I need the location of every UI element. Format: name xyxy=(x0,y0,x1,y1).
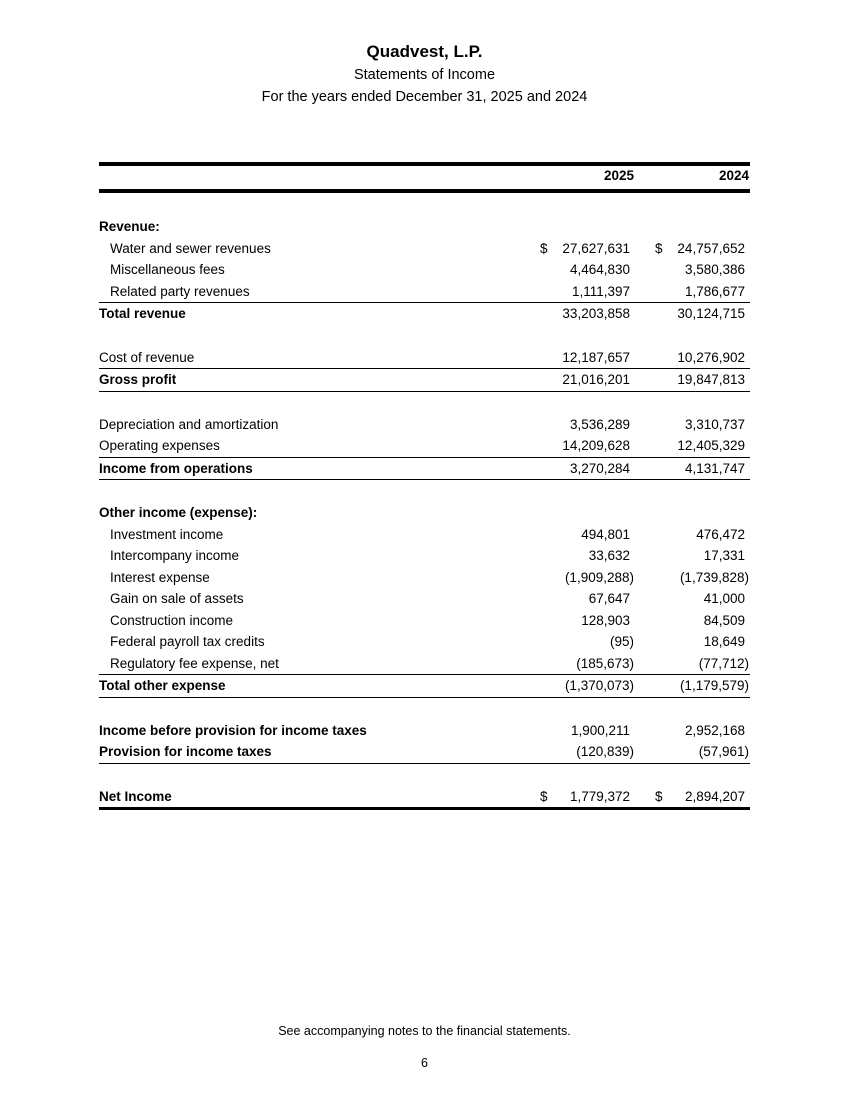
total-revenue-row xyxy=(99,303,750,325)
row-label: Intercompany income xyxy=(110,548,240,563)
value-2024: 476,472 xyxy=(696,526,745,542)
row-label: Provision for income taxes xyxy=(99,744,272,759)
row-label: Income from operations xyxy=(99,460,253,476)
value-2024: 24,757,652 xyxy=(677,240,745,256)
table-row xyxy=(99,588,750,610)
column-header-2025: 2025 xyxy=(603,168,634,183)
income-statement-table xyxy=(99,162,750,810)
row-label: Gross profit xyxy=(99,372,177,387)
revenue-heading: Revenue: xyxy=(99,219,160,234)
value-2025: 494,801 xyxy=(581,526,630,542)
currency-symbol: $ xyxy=(540,240,548,256)
row-label: Cost of revenue xyxy=(99,349,195,365)
gross-profit-row xyxy=(99,369,750,392)
row-label: Operating expenses xyxy=(99,438,220,453)
currency-symbol: $ xyxy=(655,240,663,256)
value-2024: 10,276,902 xyxy=(677,349,745,365)
row-label: Gain on sale of assets xyxy=(110,591,244,606)
value-2024: (1,739,828) xyxy=(679,569,749,585)
currency-symbol: $ xyxy=(540,788,548,804)
table-row xyxy=(99,524,750,546)
value-2025: 128,903 xyxy=(581,612,630,628)
value-2024: 3,580,386 xyxy=(684,262,745,277)
value-2024: (77,712) xyxy=(698,655,749,671)
value-2025: (1,909,288) xyxy=(564,569,634,585)
operating-expenses-row xyxy=(99,435,750,458)
value-2025: 3,536,289 xyxy=(569,416,630,432)
statement-period: For the years ended December 31, 2025 and 2024 xyxy=(261,89,588,105)
other-income-heading: Other income (expense): xyxy=(99,505,258,520)
value-2025: 4,464,830 xyxy=(569,262,630,277)
table-row xyxy=(99,610,750,632)
currency-symbol: $ xyxy=(655,788,663,804)
column-header-2024: 2024 xyxy=(718,168,749,183)
value-2025: (185,673) xyxy=(576,655,634,671)
depreciation-row xyxy=(99,414,750,436)
row-label: Total revenue xyxy=(99,306,186,321)
column-header-row xyxy=(99,162,750,193)
row-label: Income before provision for income taxes xyxy=(99,722,367,738)
table-row xyxy=(99,545,750,567)
table-row xyxy=(99,653,750,676)
row-label: Investment income xyxy=(110,526,224,542)
row-label: Federal payroll tax credits xyxy=(110,634,265,649)
statement-title: Statements of Income xyxy=(353,67,496,83)
table-row xyxy=(99,238,750,260)
footnote: See accompanying notes to the financial statements. xyxy=(278,1024,571,1038)
table-row xyxy=(99,567,750,589)
value-2024: 2,952,168 xyxy=(684,722,745,738)
provision-row xyxy=(99,741,750,764)
value-2025: 33,203,858 xyxy=(562,306,630,321)
row-label: Related party revenues xyxy=(110,283,250,299)
row-label: Interest expense xyxy=(110,569,210,585)
value-2024: 84,509 xyxy=(703,612,745,628)
value-2025: 27,627,631 xyxy=(562,240,630,256)
value-2024: 3,310,737 xyxy=(684,416,745,432)
value-2025: 12,187,657 xyxy=(562,349,630,365)
income-before-tax-row xyxy=(99,720,750,742)
statement-header xyxy=(0,40,849,108)
row-label: Total other expense xyxy=(99,678,226,693)
value-2024: 2,894,207 xyxy=(684,788,745,804)
value-2025: 67,647 xyxy=(588,591,630,606)
value-2024: 17,331 xyxy=(703,548,745,563)
cost-of-revenue-row xyxy=(99,347,750,370)
row-label: Net Income xyxy=(99,788,172,804)
row-label: Depreciation and amortization xyxy=(99,416,279,432)
value-2025: (120,839) xyxy=(576,744,634,759)
table-row xyxy=(99,281,750,304)
value-2024: 19,847,813 xyxy=(677,372,745,387)
value-2025: 21,016,201 xyxy=(562,372,630,387)
value-2024: (1,179,579) xyxy=(679,678,749,693)
row-label: Miscellaneous fees xyxy=(110,262,225,277)
value-2024: 12,405,329 xyxy=(677,438,745,453)
value-2025: 14,209,628 xyxy=(562,438,630,453)
value-2025: (95) xyxy=(609,634,634,649)
value-2025: 1,900,211 xyxy=(570,722,630,738)
value-2024: 41,000 xyxy=(703,591,745,606)
value-2025: 1,779,372 xyxy=(569,788,630,804)
value-2025: 3,270,284 xyxy=(569,460,630,476)
value-2025: 33,632 xyxy=(588,548,630,563)
row-label: Construction income xyxy=(110,612,234,628)
value-2024: 4,131,747 xyxy=(684,460,745,476)
value-2024: 18,649 xyxy=(703,634,745,649)
page-number: 6 xyxy=(421,1056,428,1070)
value-2024: 1,786,677 xyxy=(684,283,745,299)
company-name: Quadvest, L.P. xyxy=(366,42,483,61)
value-2025: 1,111,397 xyxy=(571,283,630,299)
value-2024: 30,124,715 xyxy=(677,306,745,321)
row-label: Water and sewer revenues xyxy=(110,240,271,256)
net-income-row xyxy=(99,786,750,811)
income-from-operations-row xyxy=(99,458,750,481)
value-2024: (57,961) xyxy=(698,744,749,759)
table-row xyxy=(99,631,750,653)
table-row xyxy=(99,259,750,281)
value-2025: (1,370,073) xyxy=(564,678,634,693)
total-other-expense-row xyxy=(99,675,750,698)
row-label: Regulatory fee expense, net xyxy=(110,655,279,671)
